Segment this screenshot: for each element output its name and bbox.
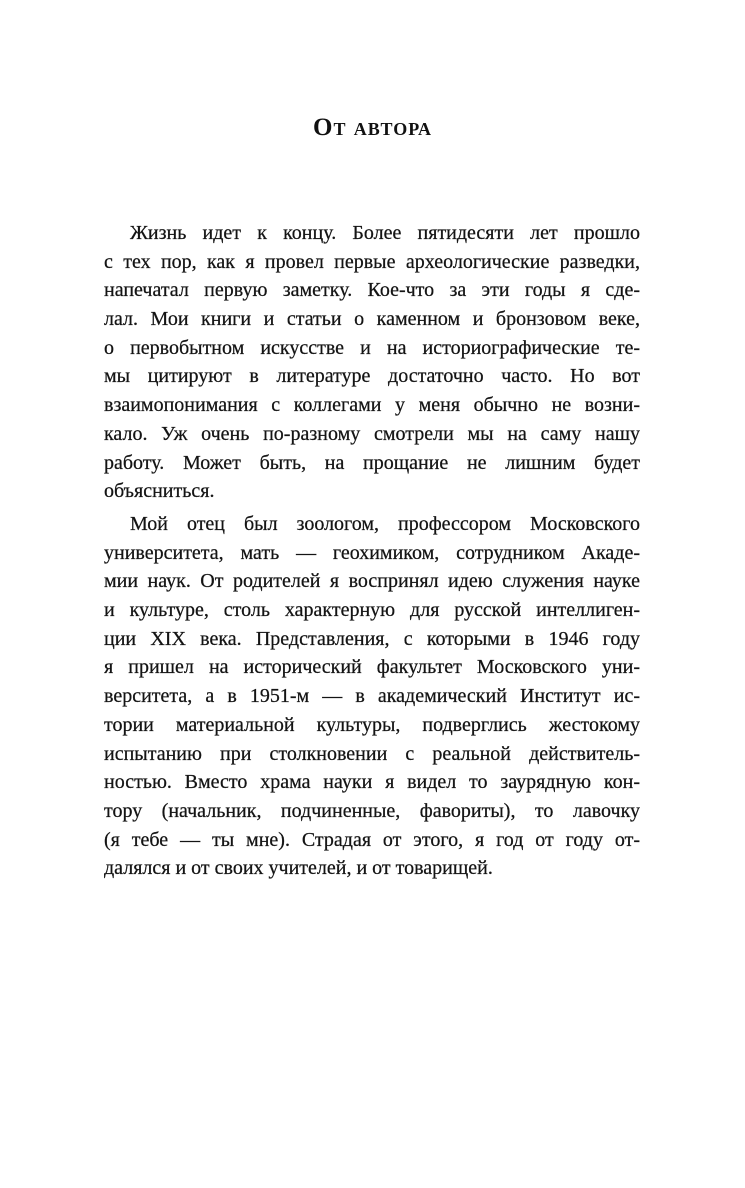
text-line: Жизнь идет к концу. Более пятидесяти лет прошло (130, 222, 640, 244)
text-line: тории материальной культуры, подверглись жестокому (104, 713, 640, 736)
chapter-title: От автора (313, 114, 432, 141)
paragraph-1 (104, 219, 640, 506)
text-line: Мой отец был зоологом, профессором Московского (130, 513, 640, 535)
text-line: ностью. Вместо храма науки я видел то заурядную кон- (104, 771, 640, 794)
text-line: испытанию при столкновении с реальной действитель- (104, 742, 640, 765)
text-line: мии наук. От родителей я воспринял идею служения науке (104, 570, 640, 593)
text-line: мы цитируют в литературе достаточно часто. Но вот (104, 365, 640, 388)
text-line: я пришел на исторический факультет Московского уни- (104, 656, 640, 679)
text-line: объясниться. (104, 480, 215, 503)
text-line: тору (начальник, подчиненные, фавориты), то лавочку (104, 799, 640, 822)
text-line: взаимопонимания с коллегами у меня обычно не возни- (104, 394, 640, 417)
text-line: о первобытном искусстве и на историографические те- (104, 336, 640, 359)
text-line: и культуре, столь характерную для русской интеллиген- (104, 599, 640, 622)
text-line: с тех пор, как я провел первые археологические разведки, (104, 250, 640, 273)
text-line: далялся и от своих учителей, и от товарищей. (104, 857, 493, 880)
text-line: работу. Может быть, на прощание не лишним будет (104, 451, 640, 474)
text-line: (я тебе — ты мне). Страдая от этого, я год от году от- (104, 828, 640, 851)
text-line: ции XIX века. Представления, с которыми в 1946 году (104, 627, 640, 650)
text-line: лал. Мои книги и статьи о каменном и бронзовом веке, (104, 308, 640, 331)
text-line: кало. Уж очень по-разному смотрели мы на саму нашу (104, 422, 640, 445)
paragraph-2 (104, 510, 640, 883)
text-line: напечатал первую заметку. Кое-что за эти годы я сде- (104, 279, 640, 302)
text-line: верситета, а в 1951-м — в академический Институт ис- (104, 685, 640, 708)
text-line: университета, мать — геохимиком, сотрудником Акаде- (104, 541, 640, 564)
